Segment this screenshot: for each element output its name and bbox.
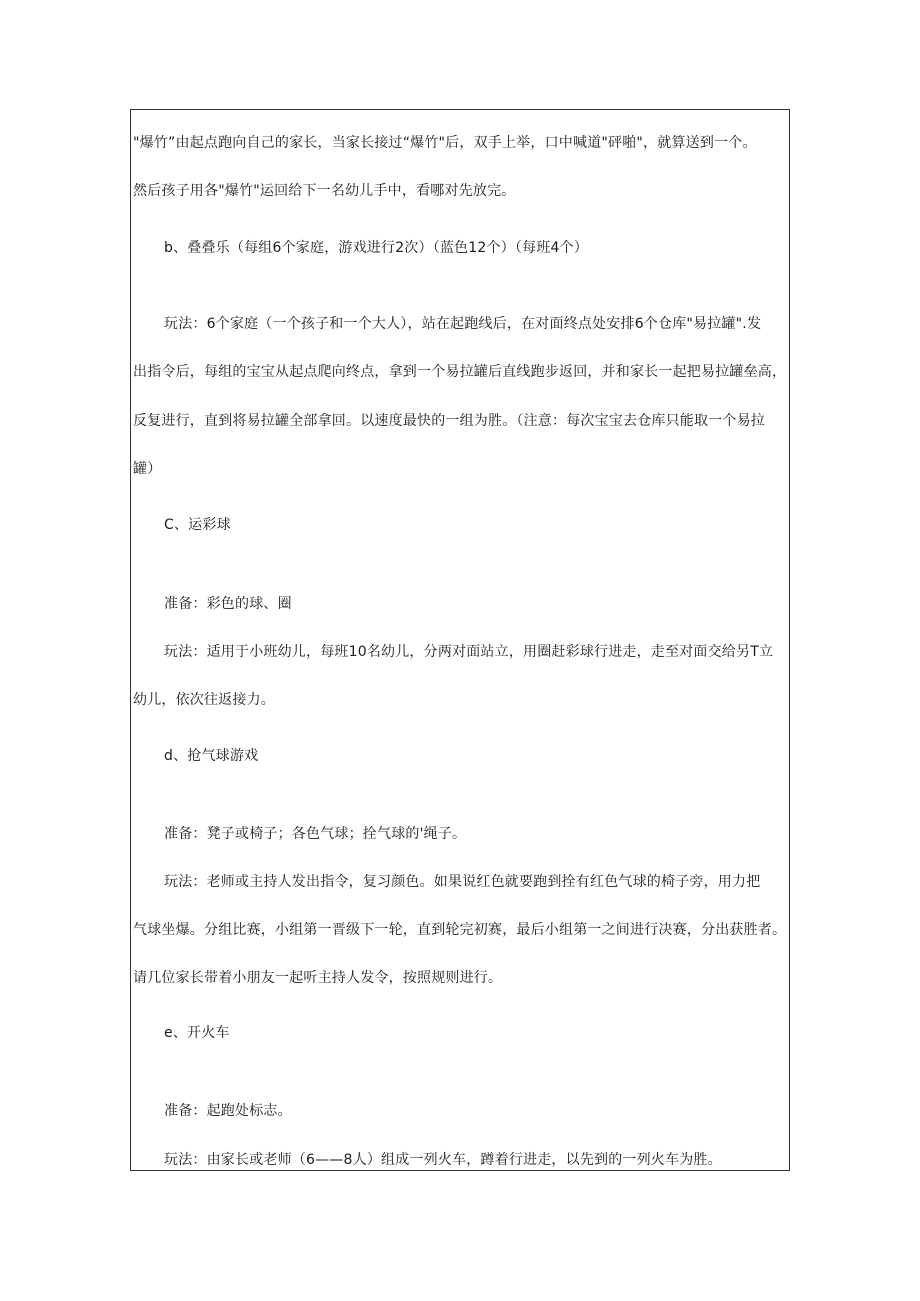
text-line-10: 玩法：适用于小班幼儿，每班10名幼儿，分两对面站立，用圈赶彩球行进走，走至对面交给另T立 — [164, 644, 774, 660]
section-heading-e: e、开火车 — [164, 1025, 230, 1041]
text-line-16: 请几位家长带着小朋友一起听主持人发令，按照规则进行。 — [133, 970, 503, 986]
text-line-2: 然后孩子用各"爆竹"运回给下一名幼儿手中，看哪对先放完。 — [133, 183, 516, 199]
text-line-15: 气球坐爆。分组比赛，小组第一晋级下一轮，直到轮完初赛，最后小组第一之间进行决赛，分出获胜者。 — [133, 922, 787, 938]
page-border — [130, 109, 790, 1171]
text-line-6: 反复进行，直到将易拉罐全部拿回。以速度最快的一组为胜。（注意：每次宝宝去仓库只能取一个易拉 — [133, 413, 765, 429]
text-line-7: 罐） — [133, 461, 162, 477]
text-line-5: 出指令后，每组的宝宝从起点爬向终点，拿到一个易拉罐后直线跑步返回，并和家长一起把易拉罐垒高， — [133, 364, 787, 380]
text-line-9: 准备：彩色的球、圈 — [164, 596, 292, 612]
section-heading-b: b、叠叠乐（每组6个家庭，游戏进行2次）（蓝色12个）（每班4个） — [164, 240, 589, 256]
text-line-19: 玩法：由家长或老师（6——8人）组成一列火车，蹲着行进走，以先到的一列火车为胜。 — [164, 1152, 722, 1168]
text-line-13: 准备：凳子或椅子；各色气球；拴气球的'绳子。 — [164, 826, 467, 842]
text-line-18: 准备：起跑处标志。 — [164, 1103, 292, 1119]
text-line-4: 玩法：6个家庭（一个孩子和一个大人），站在起跑线后，在对面终点处安排6个仓库"易拉罐".发 — [164, 316, 762, 332]
section-heading-c: C、运彩球 — [164, 517, 231, 533]
text-line-11: 幼儿，依次往返接力。 — [133, 692, 275, 708]
section-heading-d: d、抢气球游戏 — [164, 748, 259, 764]
text-line-1: "爆竹”由起点跑向自己的家长，当家长接过“爆竹"后，双手上举，口中喊道"砰啪"，就算送到一个。 — [133, 135, 757, 151]
text-line-14: 玩法：老师或主持人发出指令，复习颜色。如果说红色就要跑到拴有红色气球的椅子旁，用力把 — [164, 874, 761, 890]
